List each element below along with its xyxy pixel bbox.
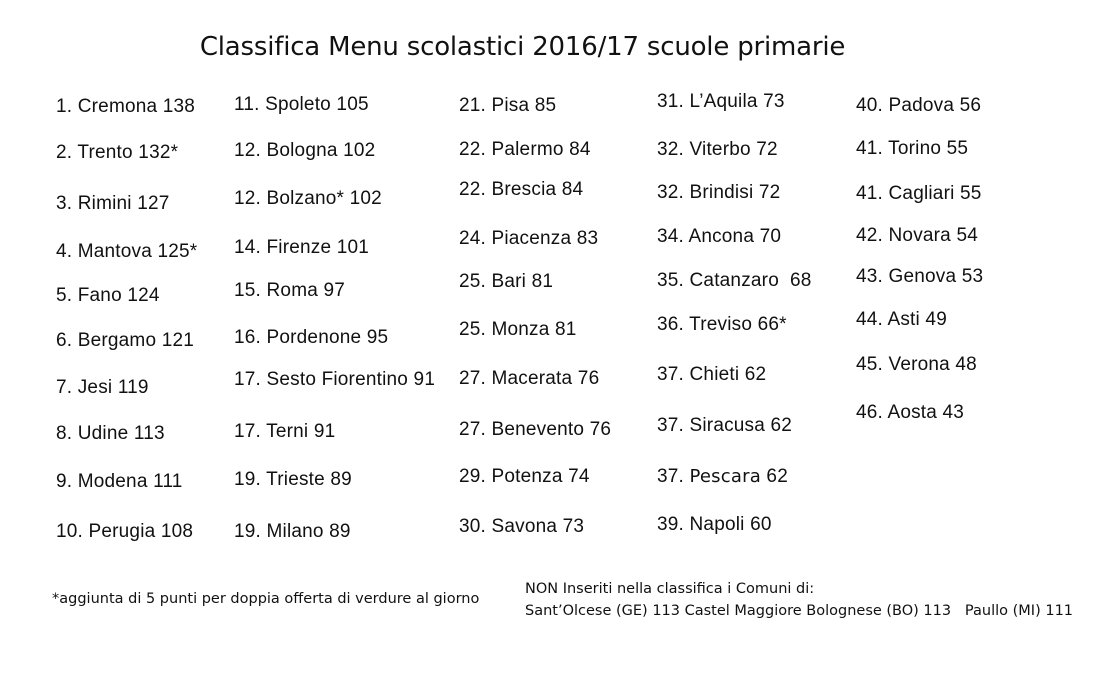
excluded-note (525, 578, 1073, 622)
entry-rank: 16. (234, 327, 262, 348)
entry-city: Novara (888, 225, 951, 246)
entry-rank: 32. (657, 139, 685, 160)
footnote: *aggiunta di 5 punti per doppia offerta di verdure al giorno (52, 591, 480, 607)
entry-city: Napoli (689, 514, 745, 535)
entry-score: 91 (313, 421, 336, 442)
ranking-entry (657, 270, 811, 292)
entry-city: Benevento (491, 419, 585, 440)
ranking-entry (234, 188, 382, 210)
entry-score: 62 (770, 415, 793, 436)
ranking-entry (657, 226, 781, 248)
entry-score: 73 (562, 516, 585, 537)
entry-score: 48 (955, 354, 977, 375)
entry-rank: 37. (657, 415, 685, 436)
entry-score: 97 (323, 280, 346, 301)
ranking-entry (234, 327, 388, 349)
entry-score: 105 (336, 94, 369, 115)
entry-city: Piacenza (491, 228, 572, 249)
entry-rank: 5. (56, 285, 73, 306)
ranking-entry (459, 271, 553, 293)
entry-city: Cremona (77, 96, 158, 117)
entry-city: Bergamo (77, 330, 157, 351)
excluded-note-heading: NON Inseriti nella classifica i Comuni di: (525, 581, 815, 597)
ranking-entry (56, 330, 194, 352)
entry-city: Jesi (77, 377, 113, 398)
ranking-entry (56, 471, 183, 493)
ranking-entry (657, 314, 787, 336)
entry-city: Modena (77, 471, 148, 492)
entry-city: Monza (491, 319, 550, 340)
entry-city: Catanzaro (689, 270, 785, 291)
entry-score: 111 (153, 471, 183, 492)
ranking-entry (459, 179, 583, 201)
ranking-entry (657, 415, 792, 437)
entry-rank: 27. (459, 419, 487, 440)
entry-rank: 41. (856, 138, 884, 159)
entry-rank: 19. (234, 469, 262, 490)
entry-score: 56 (959, 95, 982, 116)
entry-rank: 11. (234, 94, 260, 115)
ranking-entry (234, 140, 375, 162)
entry-city: Terni (266, 421, 309, 442)
entry-rank: 37. (657, 364, 685, 385)
entry-score: 138 (162, 96, 196, 117)
entry-score: 68 (789, 270, 812, 291)
ranking-entry (56, 377, 149, 399)
entry-city: Verona (888, 354, 950, 375)
excluded-note-list: Sant’Olcese (GE) 113 Castel Maggiore Bolognese (BO) 113 Paullo (MI) 111 (525, 603, 1074, 619)
ranking-entry (56, 96, 195, 118)
entry-rank: 31. (657, 91, 685, 112)
entry-score: 101 (336, 237, 370, 258)
entry-city: Torino (888, 138, 942, 159)
entry-score: 91 (413, 369, 436, 390)
entry-rank: 39. (657, 514, 685, 535)
ranking-entry (459, 228, 598, 250)
entry-score: 54 (956, 225, 978, 246)
ranking-entry (234, 521, 351, 543)
entry-rank: 10. (56, 521, 84, 542)
entry-rank: 34. (657, 226, 685, 247)
entry-rank: 17. (234, 369, 262, 390)
entry-rank: 32. (657, 182, 685, 203)
ranking-entry (56, 142, 178, 164)
ranking-entry (56, 521, 193, 543)
entry-score: 60 (750, 514, 772, 535)
entry-city: Trento (77, 142, 133, 163)
entry-score: 121 (161, 330, 195, 351)
ranking-entry (234, 237, 369, 259)
entry-score: 55 (960, 183, 982, 204)
ranking-entry (234, 94, 369, 116)
entry-score: 84 (569, 139, 591, 160)
entry-score: 72 (758, 182, 781, 203)
ranking-entry (234, 280, 345, 302)
entry-rank: 19. (234, 521, 262, 542)
ranking-entry (657, 514, 772, 536)
entry-score: 102 (343, 140, 376, 161)
ranking-entry (459, 319, 577, 341)
entry-score: 81 (555, 319, 577, 340)
entry-city: Rimini (77, 193, 132, 214)
entry-city: Mantova (77, 241, 153, 262)
entry-score: 62 (766, 466, 788, 487)
entry-score: 89 (329, 521, 351, 542)
entry-rank: 24. (459, 228, 487, 249)
entry-city: Asti (887, 309, 920, 330)
entry-city: Ancona (688, 226, 755, 247)
entry-city: L’Aquila (689, 91, 758, 112)
entry-score: 127 (137, 193, 170, 214)
entry-rank: 43. (856, 266, 884, 287)
entry-rank: 2. (56, 142, 73, 163)
entry-city: Palermo (491, 139, 564, 160)
ranking-entry (459, 95, 556, 117)
entry-score: 83 (576, 228, 599, 249)
entry-score: 85 (534, 95, 557, 116)
entry-city: Brindisi (689, 182, 754, 203)
entry-rank: 22. (459, 179, 487, 200)
ranking-entry (234, 421, 335, 443)
ranking-entry (856, 183, 982, 205)
entry-city: Firenze (266, 237, 332, 258)
entry-score: 70 (759, 226, 782, 247)
entry-rank: 3. (56, 193, 73, 214)
entry-rank: 29. (459, 466, 487, 487)
entry-score: 55 (946, 138, 969, 159)
entry-city: Milano (266, 521, 324, 542)
entry-city: Treviso (689, 314, 753, 335)
entry-rank: 46. (856, 402, 884, 423)
ranking-entry (856, 266, 983, 288)
entry-rank: 30. (459, 516, 487, 537)
entry-city: Aosta (887, 402, 938, 423)
entry-rank: 27. (459, 368, 487, 389)
ranking-entry (657, 91, 785, 113)
entry-score: 84 (561, 179, 584, 200)
entry-score: 49 (925, 309, 947, 330)
ranking-entry (234, 469, 352, 491)
ranking-entry (856, 225, 978, 247)
entry-city: Viterbo (689, 139, 751, 160)
ranking-entry (657, 466, 788, 488)
entry-city: Bari (491, 271, 527, 292)
entry-score: 76 (589, 419, 612, 440)
entry-score: 108 (160, 521, 194, 542)
entry-city: Fano (77, 285, 122, 306)
entry-rank: 44. (856, 309, 884, 330)
entry-city: Pisa (491, 95, 530, 116)
entry-rank: 7. (56, 377, 73, 398)
entry-city: Roma (266, 280, 318, 301)
entry-city: Genova (888, 266, 957, 287)
ranking-entry (459, 368, 599, 390)
ranking-entry (856, 402, 964, 424)
ranking-entry (856, 354, 977, 376)
entry-rank: 37. (657, 466, 685, 487)
entry-score: 89 (330, 469, 352, 490)
entry-rank: 8. (56, 423, 73, 444)
entry-city: Perugia (88, 521, 156, 542)
entry-city: Savona (491, 516, 558, 537)
ranking-entry (56, 423, 165, 445)
entry-rank: 41. (856, 183, 884, 204)
entry-city: Chieti (689, 364, 740, 385)
entry-rank: 4. (56, 241, 73, 262)
entry-city: Udine (77, 423, 129, 444)
entry-rank: 12. (234, 188, 262, 209)
entry-rank: 22. (459, 139, 487, 160)
entry-rank: 40. (856, 95, 884, 116)
entry-score: 113 (133, 423, 165, 444)
entry-rank: 1. (56, 96, 73, 117)
entry-rank: 25. (459, 271, 487, 292)
ranking-entry (856, 309, 947, 331)
entry-rank: 21. (459, 95, 487, 116)
entry-city: Spoleto (265, 94, 331, 115)
entry-city: Bolzano* (266, 188, 345, 209)
entry-score: 72 (756, 139, 778, 160)
entry-city: Sesto Fiorentino (266, 369, 409, 390)
entry-rank: 9. (56, 471, 73, 492)
entry-score: 76 (577, 368, 600, 389)
entry-rank: 15. (234, 280, 262, 301)
entry-city: Macerata (491, 368, 573, 389)
ranking-entry (459, 466, 590, 488)
ranking-entry (234, 369, 435, 391)
entry-city: Potenza (491, 466, 563, 487)
entry-score: 124 (127, 285, 160, 306)
ranking-entry (459, 516, 584, 538)
entry-score: 132* (138, 142, 179, 163)
ranking-entry (657, 364, 766, 386)
entry-city: Siracusa (689, 415, 766, 436)
ranking-entry (56, 241, 197, 263)
entry-city: Trieste (266, 469, 325, 490)
entry-city: Cagliari (888, 183, 955, 204)
entry-score: 62 (744, 364, 767, 385)
page-title: Classifica Menu scolastici 2016/17 scuole primarie (199, 32, 846, 62)
entry-score: 43 (942, 402, 965, 423)
entry-city: Brescia (491, 179, 557, 200)
ranking-entry (657, 182, 780, 204)
entry-city: Padova (888, 95, 955, 116)
entry-score: 81 (531, 271, 554, 292)
entry-rank: 42. (856, 225, 884, 246)
ranking-entry (56, 193, 170, 215)
ranking-entry (56, 285, 160, 307)
entry-score: 66* (757, 314, 787, 335)
entry-score: 53 (961, 266, 984, 287)
entry-rank: 12. (234, 140, 262, 161)
entry-rank: 45. (856, 354, 884, 375)
entry-score: 95 (366, 327, 389, 348)
entry-rank: 14. (234, 237, 262, 258)
entry-rank: 17. (234, 421, 262, 442)
ranking-entry (459, 419, 611, 441)
ranking-entry (459, 139, 591, 161)
entry-score: 119 (117, 377, 149, 398)
ranking-entry (856, 95, 981, 117)
entry-rank: 35. (657, 270, 685, 291)
ranking-entry (657, 139, 778, 161)
entry-score: 102 (349, 188, 382, 209)
entry-score: 125* (157, 241, 198, 262)
entry-city: Bologna (266, 140, 338, 161)
entry-city: Pordenone (266, 327, 362, 348)
entry-rank: 25. (459, 319, 487, 340)
entry-rank: 36. (657, 314, 685, 335)
entry-city: Pescara (689, 466, 761, 487)
entry-score: 73 (763, 91, 785, 112)
ranking-entry (856, 138, 968, 160)
entry-rank: 6. (56, 330, 73, 351)
entry-score: 74 (568, 466, 590, 487)
